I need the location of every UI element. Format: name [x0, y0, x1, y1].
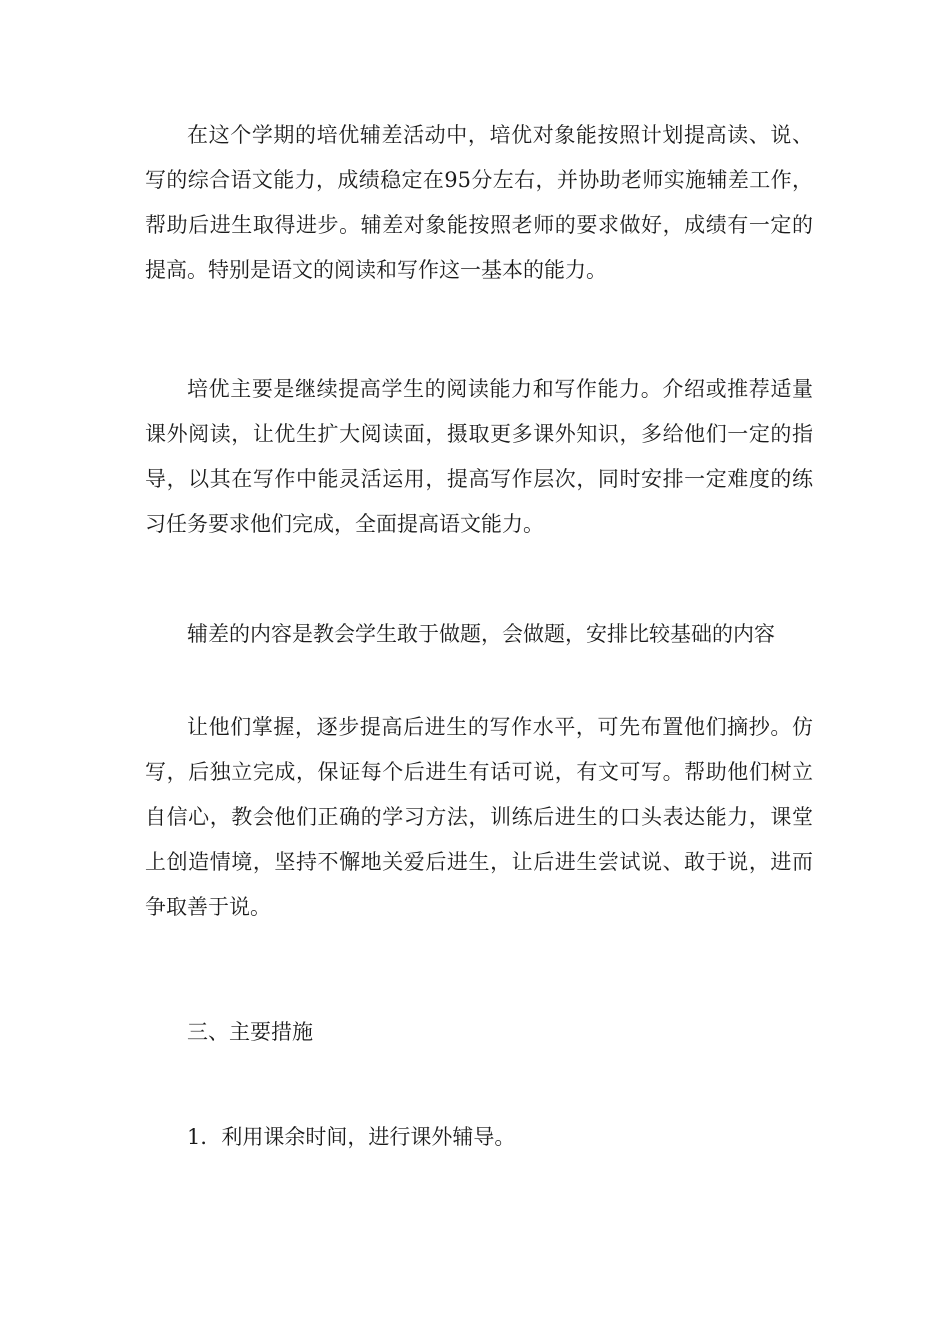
paragraph-remedial-methods: 让他们掌握，逐步提高后进生的写作水平，可先布置他们摘抄。仿写，后独立完成，保证每个后进生有话可说，有文可写。帮助他们树立自信心，教会他们正确的学习方法，训练后进生的口头表达能力，课堂上创造情境，坚持不懈地关爱后进生，让后进生尝试说、敢于说，进而争取善于说。: [145, 715, 813, 919]
paragraph-achievement-summary: 在这个学期的培优辅差活动中，培优对象能按照计划提高读、说、写的综合语文能力，成绩稳定在95分左右，并协助老师实施辅差工作，帮助后进生取得进步。辅差对象能按照老师的要求做好，成绩有一定的提高。特别是语文的阅读和写作这一基本的能力。: [145, 123, 813, 282]
list-item-measure-1: 1．利用课余时间，进行课外辅导。: [187, 1125, 516, 1149]
section-heading-main-measures: 三、主要措施: [187, 1020, 313, 1044]
paragraph-advanced-students-plan: 培优主要是继续提高学生的阅读能力和写作能力。介绍或推荐适量课外阅读，让优生扩大阅读面，摄取更多课外知识，多给他们一定的指导，以其在写作中能灵活运用，提高写作层次，同时安排一定难度的练习任务要求他们完成，全面提高语文能力。: [145, 377, 813, 536]
paragraph-remedial-content: 辅差的内容是教会学生敢于做题，会做题，安排比较基础的内容: [187, 622, 775, 646]
